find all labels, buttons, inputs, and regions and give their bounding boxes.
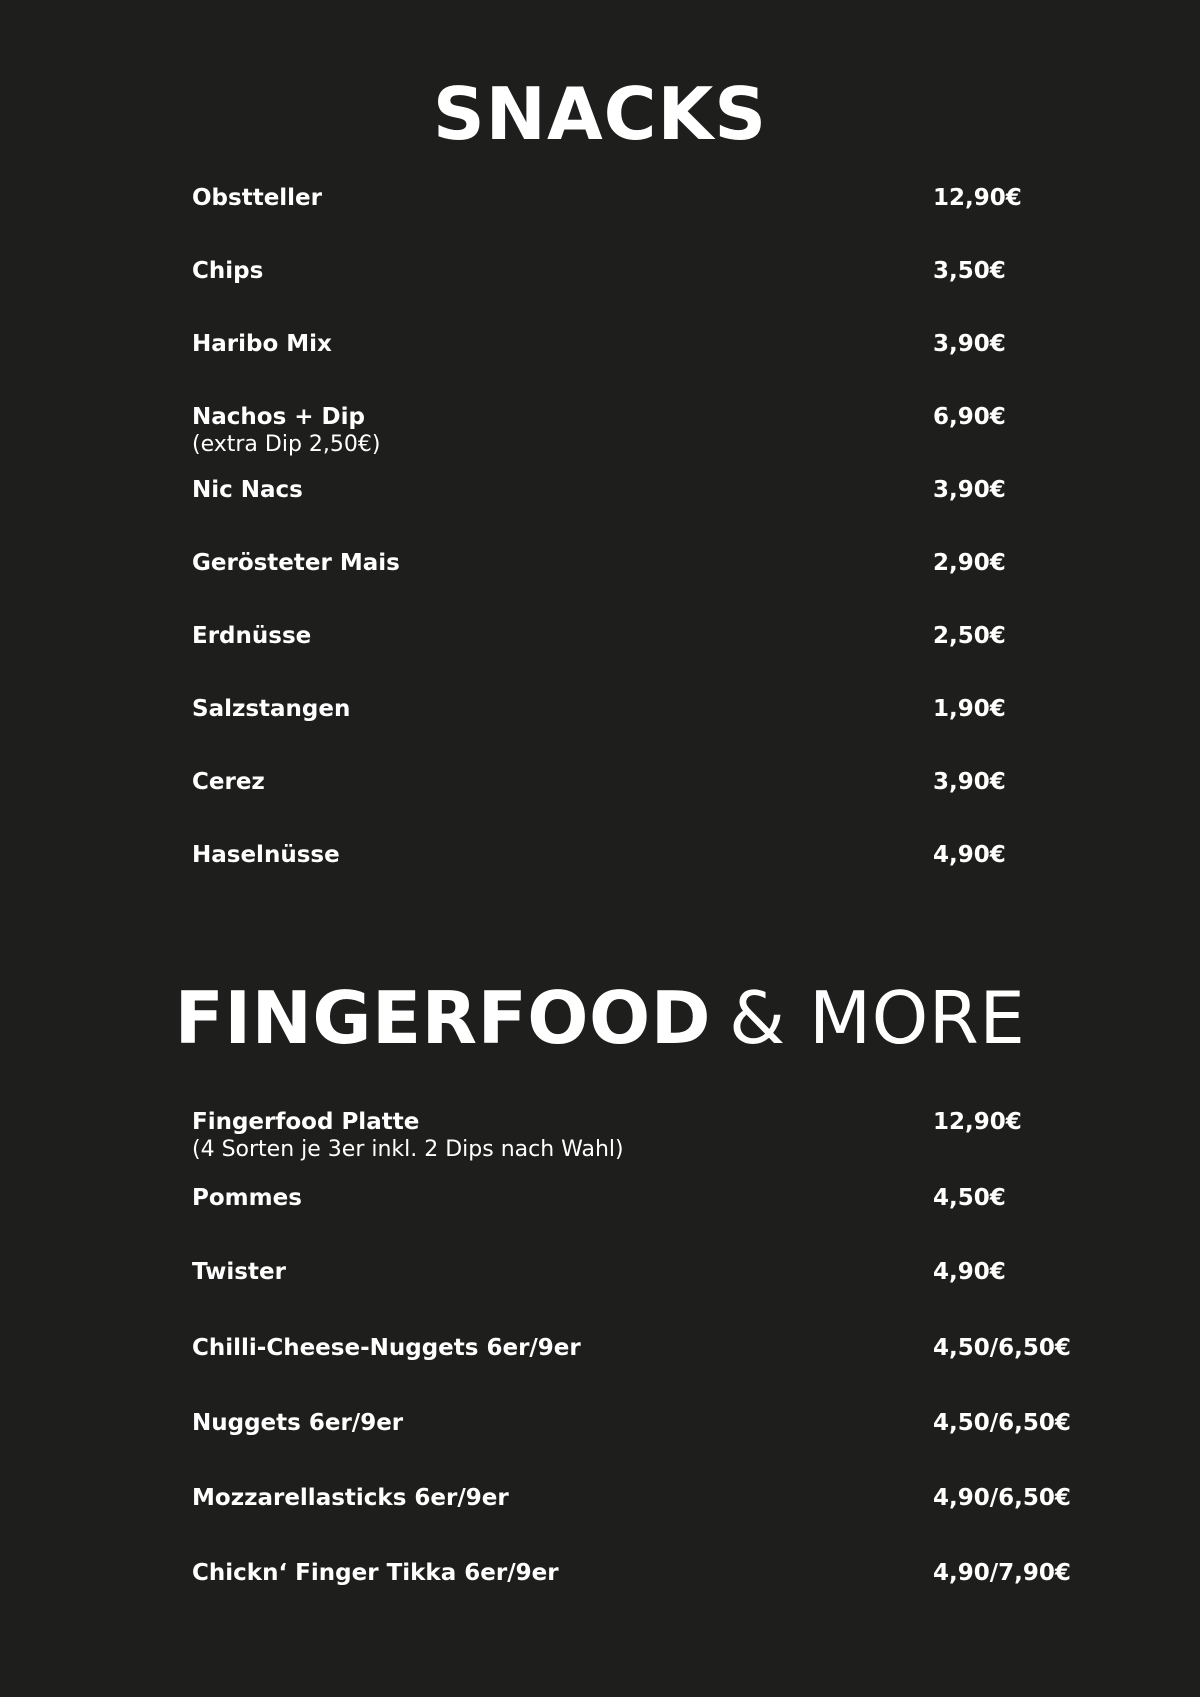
item-price: 4,90€ [933, 842, 1006, 868]
menu-item [192, 1409, 1092, 1449]
item-price: 2,50€ [933, 623, 1006, 649]
item-name: Erdnüsse [192, 623, 312, 649]
item-name: Pommes [192, 1185, 302, 1211]
item-note: (4 Sorten je 3er inkl. 2 Dips nach Wahl) [192, 1137, 624, 1162]
fingerfood-heading [0, 976, 1200, 1060]
item-price: 4,90€ [933, 1259, 1006, 1285]
item-name: Mozzarellasticks 6er/9er [192, 1485, 509, 1511]
item-price: 4,50/6,50€ [933, 1335, 1071, 1361]
item-price: 3,90€ [933, 769, 1006, 795]
item-name: Gerösteter Mais [192, 550, 400, 576]
item-price: 3,90€ [933, 331, 1006, 357]
item-price: 4,50/6,50€ [933, 1410, 1071, 1436]
item-name: Obstteller [192, 185, 323, 211]
item-price: 12,90€ [933, 1109, 1022, 1135]
menu-item [192, 695, 1092, 735]
menu-item [192, 476, 1092, 516]
item-price: 4,90/6,50€ [933, 1485, 1071, 1511]
menu-item [192, 1258, 1092, 1298]
item-name: Chickn‘ Finger Tikka 6er/9er [192, 1560, 559, 1586]
item-name: Cerez [192, 769, 265, 795]
menu-item [192, 1184, 1092, 1224]
menu-item [192, 1559, 1092, 1599]
menu-item [192, 403, 1092, 457]
menu-item [192, 257, 1092, 297]
menu-item [192, 549, 1092, 589]
menu-item [192, 1484, 1092, 1524]
item-name: Twister [192, 1259, 286, 1285]
item-price: 6,90€ [933, 404, 1006, 430]
item-price: 4,50€ [933, 1185, 1006, 1211]
item-name: Nic Nacs [192, 477, 303, 503]
item-name: Nuggets 6er/9er [192, 1410, 404, 1436]
item-price: 2,90€ [933, 550, 1006, 576]
item-price: 12,90€ [933, 185, 1022, 211]
item-price: 3,90€ [933, 477, 1006, 503]
item-name: Chips [192, 258, 264, 284]
item-note: (extra Dip 2,50€) [192, 432, 381, 457]
menu-item [192, 184, 1092, 224]
item-name: Fingerfood Platte [192, 1109, 420, 1135]
menu-item [192, 330, 1092, 370]
item-price: 1,90€ [933, 696, 1006, 722]
item-name: Haribo Mix [192, 331, 332, 357]
snacks-heading: SNACKS [432, 72, 768, 156]
menu-item [192, 622, 1092, 662]
item-name: Chilli-Cheese-Nuggets 6er/9er [192, 1335, 581, 1361]
fingerfood-heading-bold: FINGERFOOD [174, 976, 711, 1060]
menu-item [192, 841, 1092, 881]
fingerfood-heading-light: & MORE [728, 976, 1026, 1060]
item-name: Salzstangen [192, 696, 351, 722]
item-price: 3,50€ [933, 258, 1006, 284]
item-name: Nachos + Dip [192, 404, 365, 430]
menu-item [192, 1334, 1092, 1374]
menu-item [192, 768, 1092, 808]
item-price: 4,90/7,90€ [933, 1560, 1071, 1586]
item-name: Haselnüsse [192, 842, 340, 868]
menu-item [192, 1108, 1092, 1162]
